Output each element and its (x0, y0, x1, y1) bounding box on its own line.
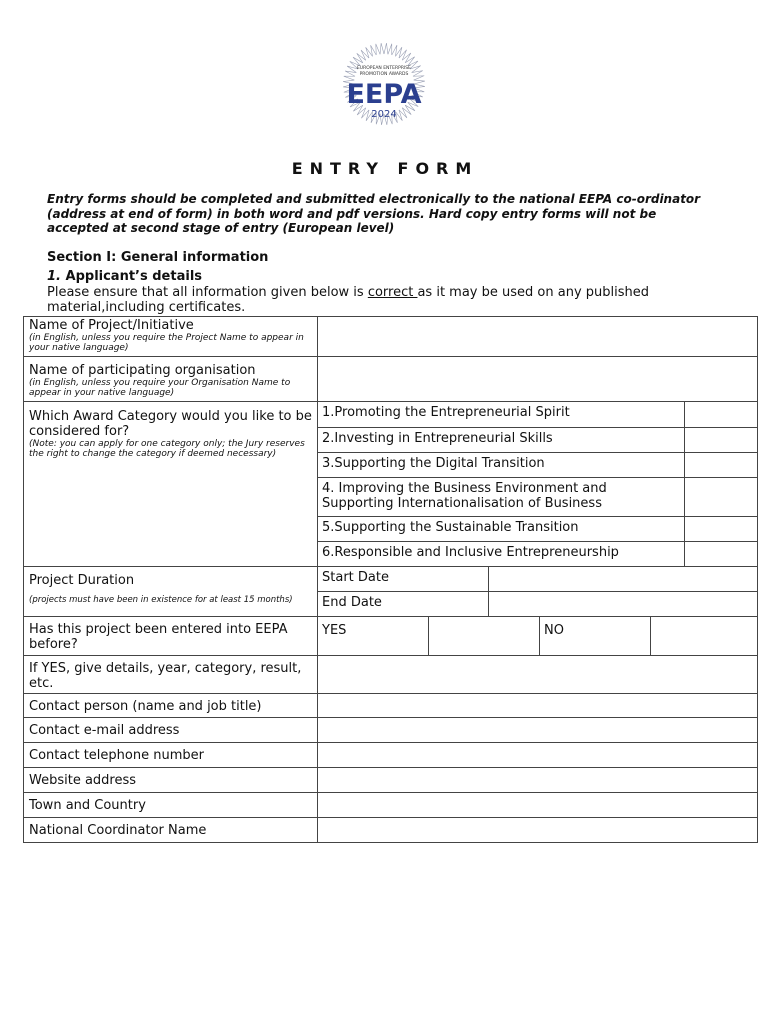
town-country-field[interactable] (318, 793, 758, 818)
subsection-title: 1. Applicant’s details (47, 269, 203, 284)
contact-phone-field[interactable] (318, 743, 758, 768)
logo-ray (388, 44, 392, 55)
project-duration-label: Project Duration (projects must have been in existence for at least 15 months) (24, 567, 318, 617)
logo-ray (345, 71, 356, 76)
contact-email-field[interactable] (318, 718, 758, 743)
category-option-6: 6.Responsible and Inclusive Entrepreneurship (322, 544, 619, 560)
logo-ray (402, 53, 411, 63)
svg-text:EUROPEAN ENTERPRISE: EUROPEAN ENTERPRISE (356, 66, 412, 71)
website-label: Website address (24, 768, 318, 793)
eepa-brand-text: EEPA (346, 79, 422, 110)
entered-before-fields (318, 617, 758, 656)
category-option-1: 1.Promoting the Entrepreneurial Spirit (318, 402, 685, 427)
ensure-correct-text: Please ensure that all information given below is correct as it may be used on any published material,including certificates. (47, 285, 649, 315)
logo-ray (405, 57, 414, 66)
applicant-details-table (23, 316, 758, 843)
intro-text: Entry forms should be completed and submitted electronically to the national EEPA co-ordinator (address at end of form) in both word and pdf versions. Hard copy entry forms will not be accepted at second stage of entry (European level) (47, 192, 701, 235)
start-date-field[interactable] (489, 567, 758, 591)
yes-label: YES (322, 623, 347, 638)
town-country-label: Town and Country (24, 793, 318, 818)
logo-ray (399, 50, 407, 60)
project-name-field[interactable] (318, 317, 758, 357)
project-duration-fields (318, 567, 758, 617)
logo-ray (353, 57, 363, 66)
contact-person-field[interactable] (318, 694, 758, 718)
contact-email-label: Contact e-mail address (24, 718, 318, 743)
category-checkbox-5[interactable] (685, 516, 758, 541)
previous-entry-details-field[interactable] (318, 656, 758, 694)
category-checkbox-1[interactable] (685, 402, 758, 427)
end-date-field[interactable] (489, 591, 758, 616)
organisation-label: Name of participating organisation (in English, unless you require your Organisation Name to appear in your native language) (24, 357, 318, 402)
svg-text:PROMOTION AWARDS: PROMOTION AWARDS (359, 72, 409, 77)
national-coordinator-field[interactable] (318, 818, 758, 843)
yes-checkbox[interactable] (429, 617, 540, 655)
previous-entry-details-label: If YES, give details, year, category, result, etc. (24, 656, 318, 694)
category-checkbox-2[interactable] (685, 427, 758, 452)
category-checkbox-6[interactable] (685, 541, 758, 566)
category-option-5: 5.Supporting the Sustainable Transition (318, 516, 685, 541)
logo-ray (384, 43, 388, 54)
logo-ray (376, 44, 380, 55)
category-option-4: 4. Improving the Business Environment and Supporting Internationalisation of Business (318, 477, 685, 516)
national-coordinator-label: National Coordinator Name (24, 818, 318, 843)
no-checkbox[interactable] (651, 617, 758, 655)
start-date-label: Start Date (318, 567, 489, 591)
eepa-logo (330, 42, 438, 126)
award-category-options (318, 402, 758, 567)
website-field[interactable] (318, 768, 758, 793)
contact-person-label: Contact person (name and job title) (24, 694, 318, 718)
logo-ray (392, 45, 397, 56)
organisation-field[interactable] (318, 357, 758, 402)
logo-ray (357, 53, 366, 62)
category-option-3: 3.Supporting the Digital Transition (318, 452, 685, 477)
logo-ray (380, 43, 384, 54)
category-checkbox-4[interactable] (685, 477, 758, 516)
category-checkbox-3[interactable] (685, 452, 758, 477)
eepa-year-text: 2024 (371, 109, 397, 120)
no-label: NO (540, 617, 651, 655)
section-title: Section I: General information (47, 250, 269, 265)
contact-phone-label: Contact telephone number (24, 743, 318, 768)
end-date-label: End Date (322, 594, 382, 610)
category-option-2: 2.Investing in Entrepreneurial Skills (318, 427, 685, 452)
project-name-label: Name of Project/Initiative (in English, unless you require the Project Name to appear in your native language) (24, 317, 318, 357)
entered-before-label: Has this project been entered into EEPA before? (24, 617, 318, 656)
award-category-label: Which Award Category would you like to be considered for? (Note: you can apply for one category only; the Jury reserves the right to change the category if deemed necessary) (24, 402, 318, 567)
form-title: ENTRY FORM (291, 159, 479, 178)
